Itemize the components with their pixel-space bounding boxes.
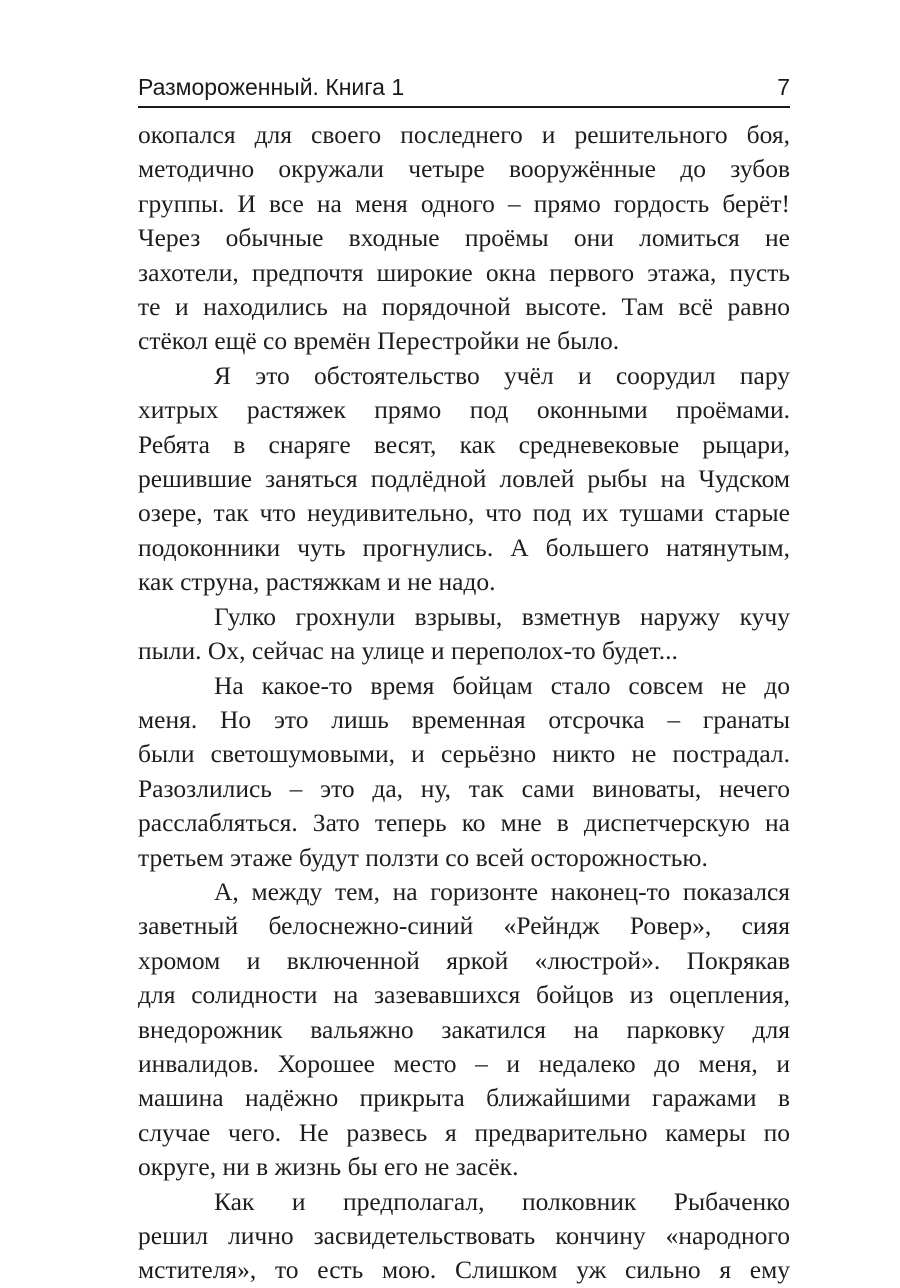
- text-line: стёкол ещё со времён Перестройки не было.: [138, 326, 620, 356]
- page-number: 7: [777, 74, 790, 100]
- text-line: случае чего. Не развесь я предварительно камеры по: [138, 1117, 790, 1147]
- text-line: третьем этаже будут ползти со всей осторожностью.: [138, 842, 708, 872]
- text-line: Через обычные входные проёмы они ломиться не: [138, 223, 790, 253]
- text-line: решил лично засвидетельствовать кончину «народного: [138, 1221, 790, 1250]
- text-line: машина надёжно прикрыта ближайшими гаражами в: [138, 1083, 790, 1113]
- text-line: Ребята в снаряге весят, как средневековые рыцари,: [138, 429, 790, 459]
- text-line: На какое-то время бойцам стало совсем не до: [214, 670, 790, 700]
- text-line: были светошумовыми, и серьёзно никто не пострадал.: [138, 739, 790, 769]
- text-line: группы. И все на меня одного – прямо гордость берёт!: [138, 188, 790, 218]
- text-line: инвалидов. Хорошее место – и недалеко до меня, и: [138, 1048, 790, 1078]
- text-line: хитрых растяжек прямо под оконными проёмами.: [138, 395, 790, 425]
- text-line: Как и предполагал, полковник Рыбаченко: [214, 1186, 790, 1216]
- book-title: Размороженный. Книга 1: [138, 74, 405, 100]
- text-line: те и находились на порядочной высоте. Там всё равно: [138, 292, 790, 322]
- text-line: внедорожник вальяжно закатился на парковку для: [138, 1014, 790, 1044]
- text-line: мстителя», то есть мою. Слишком уж сильно я ему: [138, 1255, 790, 1285]
- text-line: захотели, предпочтя широкие окна первого этажа, пусть: [138, 257, 790, 287]
- text-line: как струна, растяжкам и не надо.: [138, 567, 496, 597]
- text-line: хромом и включенной яркой «люстрой». Покрякав: [138, 945, 790, 975]
- text-line: методично окружали четыре вооружённые до зубов: [138, 154, 790, 184]
- text-line: окопался для своего последнего и решительного боя,: [138, 120, 790, 149]
- running-head: [138, 70, 790, 108]
- text-line: Разозлились – это да, ну, так сами виноваты, нечего: [138, 773, 790, 803]
- text-line: озере, так что неудивительно, что под их тушами старые: [138, 498, 790, 528]
- text-line: подоконники чуть прогнулись. А большего натянутым,: [138, 532, 790, 562]
- text-line: расслабляться. Зато теперь ко мне в диспетчерскую на: [138, 808, 790, 838]
- text-line: пыли. Ох, сейчас на улице и переполох-то будет...: [138, 636, 678, 666]
- text-line: Гулко грохнули взрывы, взметнув наружу кучу: [214, 601, 790, 631]
- text-line: заветный белоснежно-синий «Рейндж Ровер», сияя: [138, 911, 790, 941]
- text-line: решившие заняться подлёдной ловлей рыбы на Чудском: [138, 464, 790, 494]
- text-line: округе, ни в жизнь бы его не засёк.: [138, 1152, 519, 1182]
- text-line: А, между тем, на горизонте наконец-то показался: [214, 876, 790, 906]
- text-line: меня. Но это лишь временная отсрочка – гранаты: [138, 704, 790, 734]
- text-line: Я это обстоятельство учёл и соорудил пару: [214, 360, 790, 390]
- text-line: для солидности на зазевавшихся бойцов из оцепления,: [138, 980, 790, 1010]
- body-text: [138, 118, 790, 1288]
